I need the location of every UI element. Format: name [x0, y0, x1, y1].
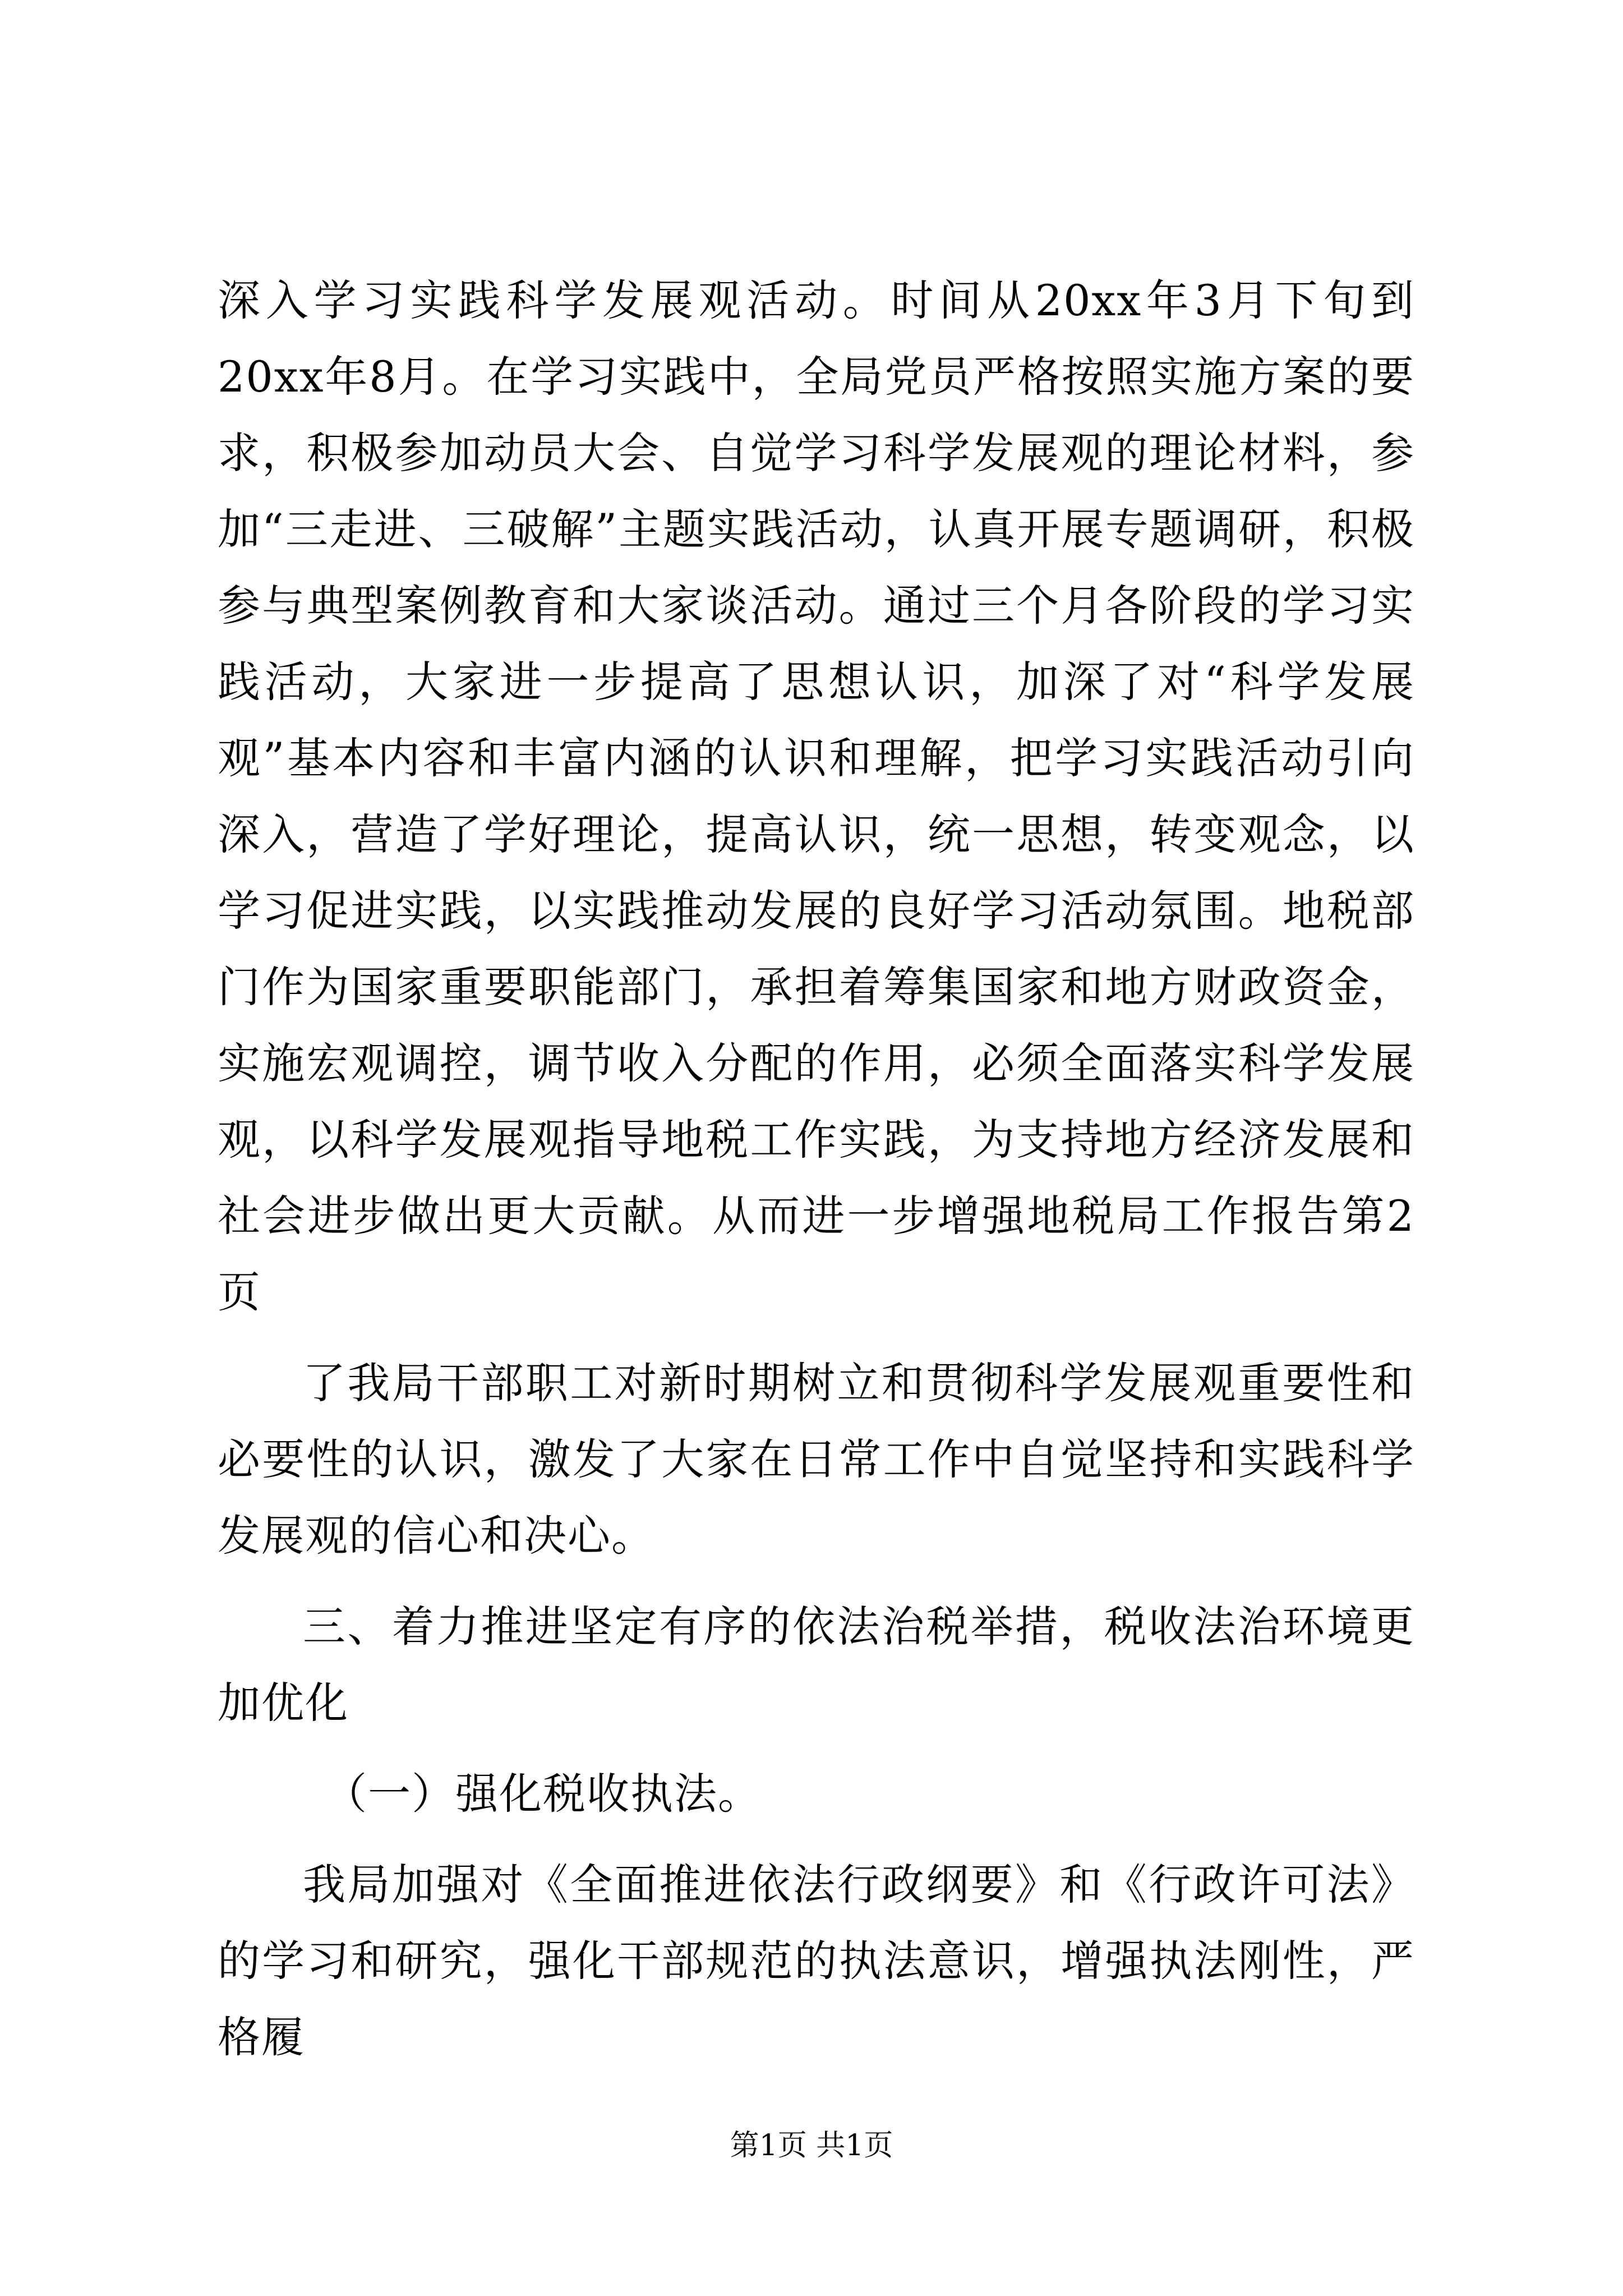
paragraph-3: 我局加强对《全面推进依法行政纲要》和《行政许可法》的学习和研究，强化干部规范的执法意识，增强执法刚性，严格履: [218, 1860, 1415, 2062]
paragraph-1: 深入学习实践科学发展观活动。时间从20xx年3月下旬到20xx年8月。在学习实践中，全局党员严格按照实施方案的要求，积极参加动员大会、自觉学习科学发展观的理论材料，参加“三走进、三破解”主题实践活动，认真开展专题调研，积极参与典型案例教育和大家谈活动。通过三个月各阶段的学习实践活动，大家进一步提高了思想认识，加深了对“科学发展观”基本内容和丰富内涵的认识和理解，把学习实践活动引向深入，营造了学好理论，提高认识，统一思想，转变观念，以学习促进实践，以实践推动发展的良好学习活动氛围。地税部门作为国家重要职能部门，承担着筹集国家和地方财政资金，实施宏观调控，调节收入分配的作用，必须全面落实科学发展观，以科学发展观指导地税工作实践，为支持地方经济发展和社会进步做出更大贡献。从而进一步增强地税局工作报告第2页: [218, 275, 1415, 1317]
subsection-heading-1: （一）强化税收执法。: [324, 1769, 762, 1819]
paragraph-2: 了我局干部职工对新时期树立和贯彻科学发展观重要性和必要性的认识，激发了大家在日常工作中自觉坚持和实践科学发展观的信心和决心。: [218, 1358, 1415, 1561]
document-body: [218, 263, 1415, 2076]
section-heading-3: 三、着力推进坚定有序的依法治税举措，税收法治环境更加优化: [218, 1602, 1415, 1728]
page-footer: 第1页 共1页: [730, 2129, 893, 2162]
